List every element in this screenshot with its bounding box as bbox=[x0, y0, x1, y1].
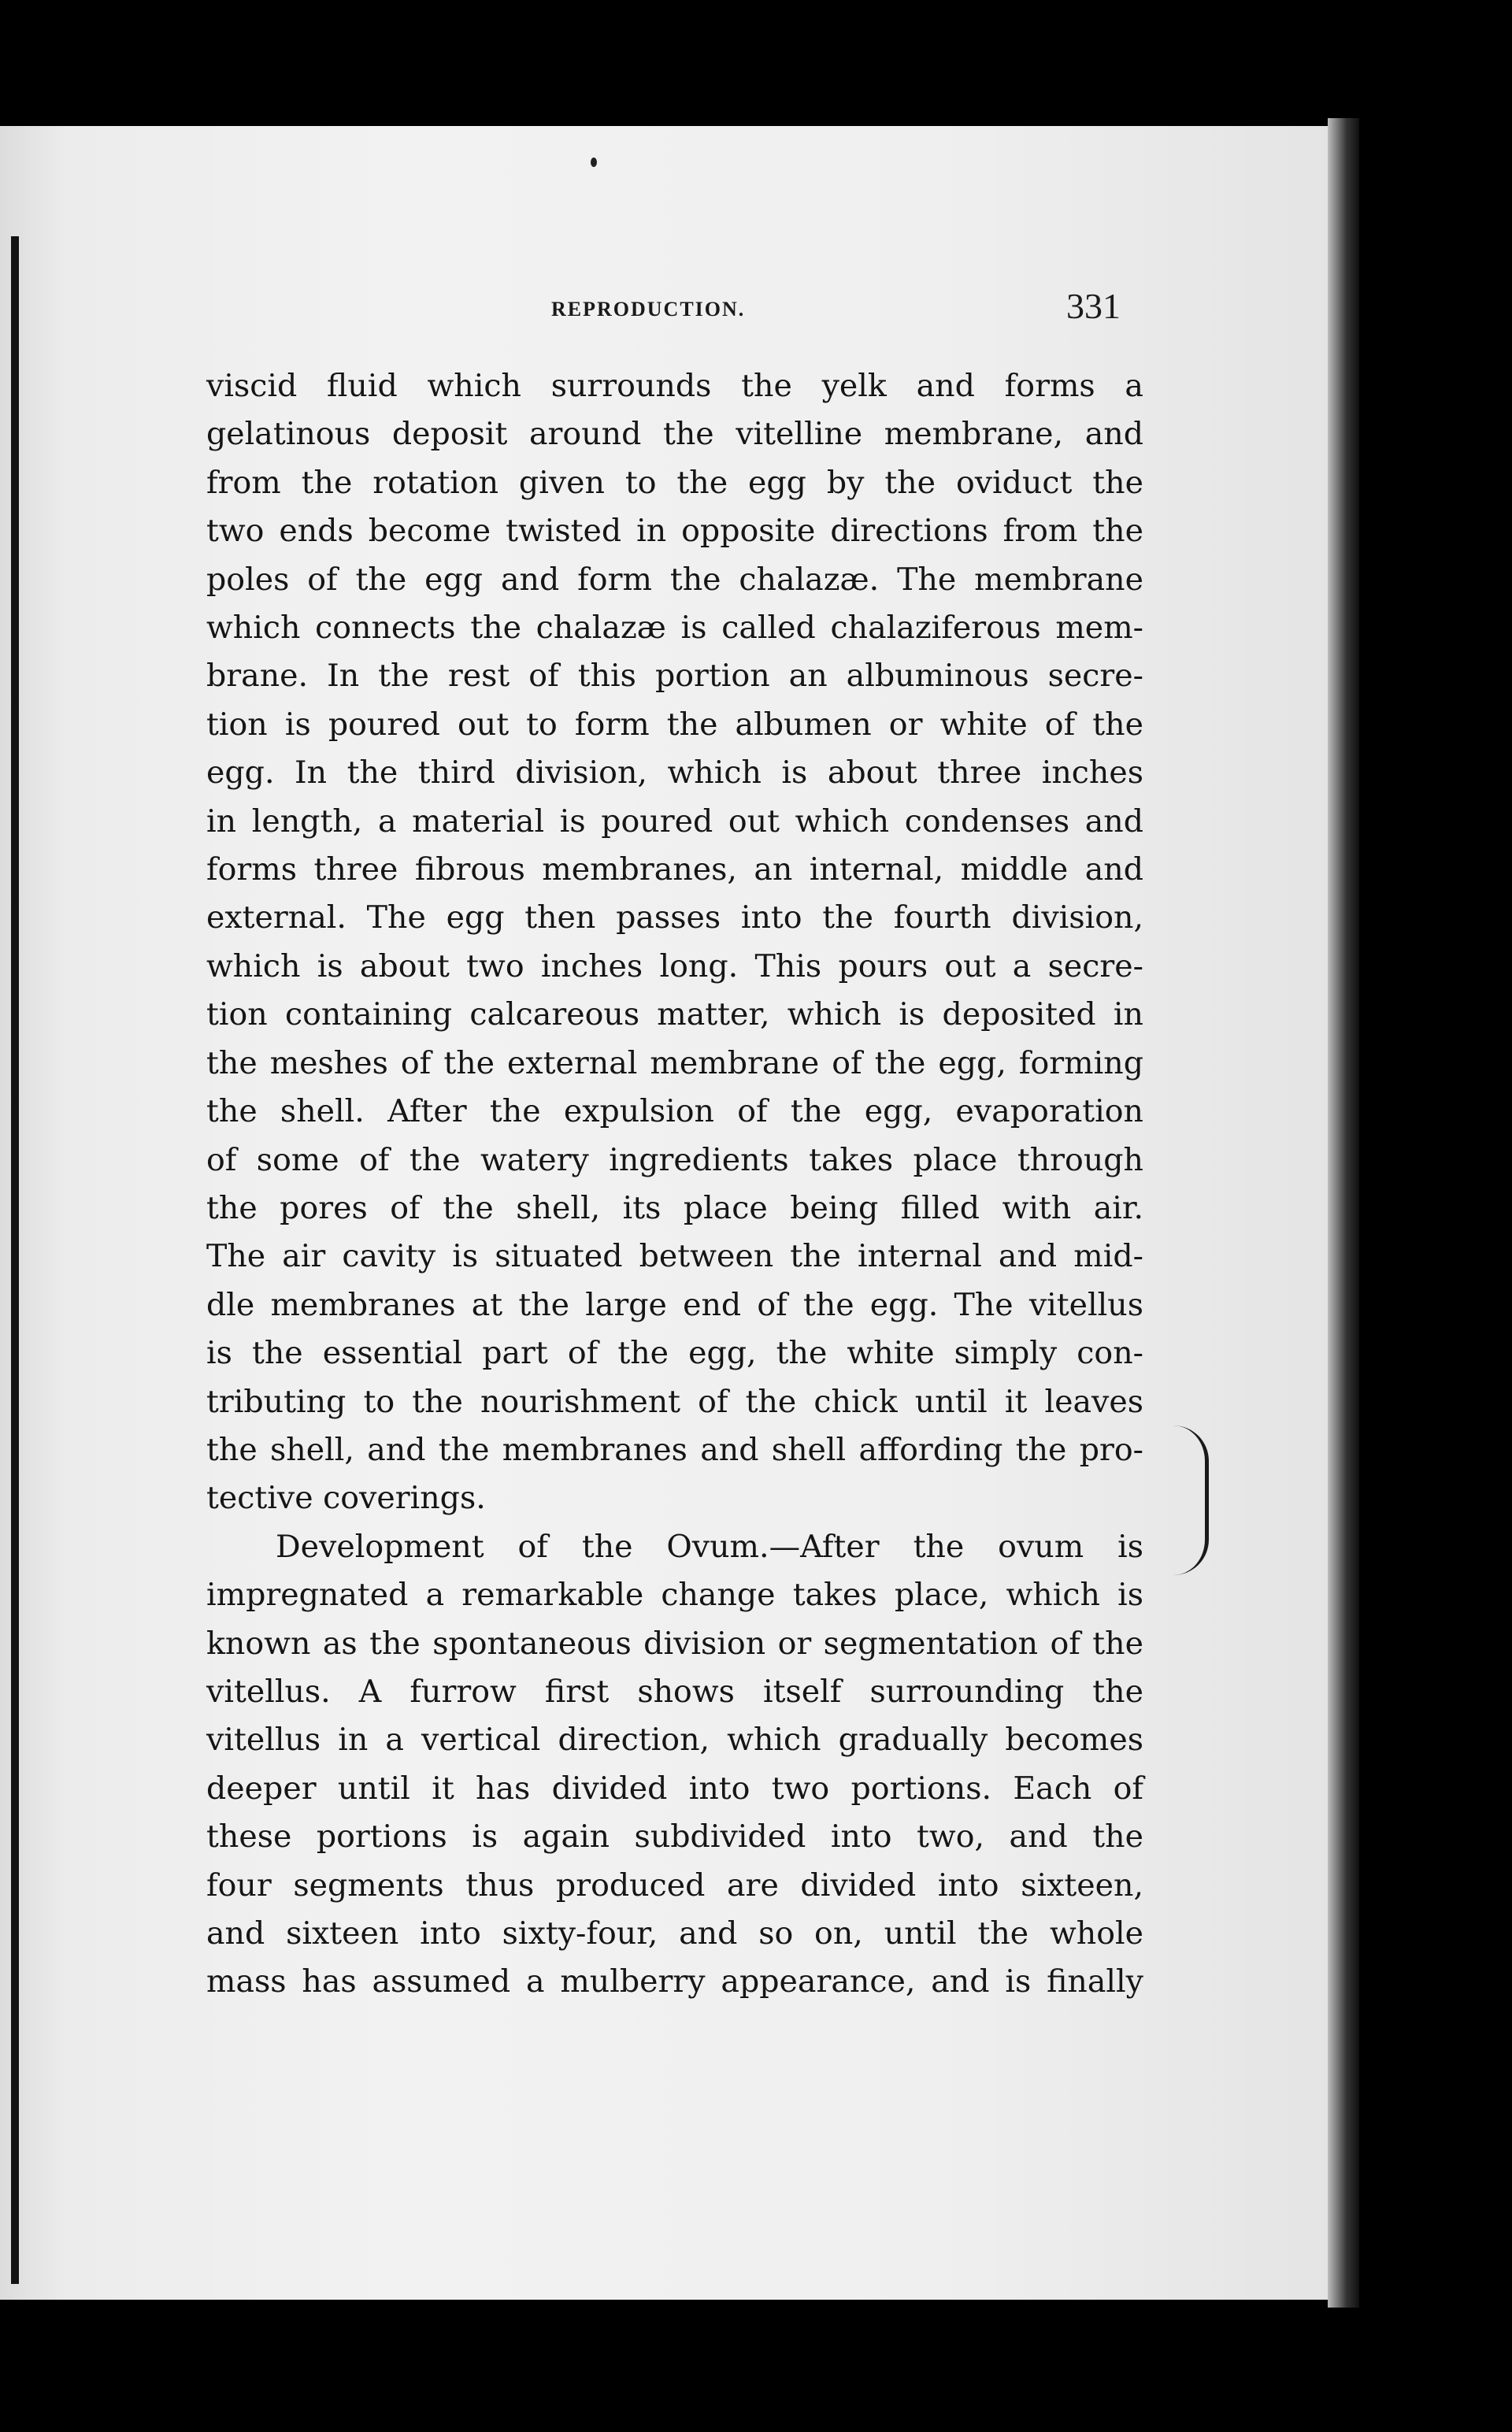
text-line: egg. In the third division, which is about three inches bbox=[206, 754, 1143, 792]
text-line: these portions is again subdivided into two, and the bbox=[206, 1818, 1143, 1856]
text-line: which is about two inches long. This pours out a secre- bbox=[206, 947, 1143, 984]
text-line-paragraph-end: tective coverings. bbox=[206, 1480, 486, 1517]
section-heading-line: Development of the Ovum.—After the ovum is bbox=[276, 1528, 1143, 1565]
text-line: viscid fluid which surrounds the yelk and forms a bbox=[206, 368, 1143, 404]
text-line: dle membranes at the large end of the egg. The vitellus bbox=[206, 1286, 1143, 1323]
page-edge bbox=[1328, 118, 1359, 2308]
text-line: the shell. After the expulsion of the egg, evaporation bbox=[206, 1093, 1143, 1130]
binding-shadow bbox=[11, 236, 19, 2284]
text-line: four segments thus produced are divided into sixteen, bbox=[206, 1867, 1143, 1904]
text-line: deeper until it has divided into two portions. Each of bbox=[206, 1770, 1143, 1807]
text-line: two ends become twisted in opposite directions from the bbox=[206, 513, 1143, 550]
text-line: gelatinous deposit around the vitelline membrane, and bbox=[206, 416, 1143, 453]
text-line: poles of the egg and form the chalazæ. The membrane bbox=[206, 561, 1143, 598]
text-line: is the essential part of the egg, the white simply con- bbox=[206, 1335, 1143, 1372]
text-line: the pores of the shell, its place being filled with air. bbox=[206, 1189, 1143, 1226]
text-line: brane. In the rest of this portion an albuminous secre- bbox=[206, 658, 1143, 695]
text-line: the shell, and the membranes and shell affording the pro- bbox=[206, 1431, 1143, 1468]
text-line: the meshes of the external membrane of the egg, forming bbox=[206, 1044, 1143, 1081]
text-line: forms three fibrous membranes, an internal, middle and bbox=[206, 851, 1143, 888]
text-line: vitellus. A furrow first shows itself surrounding the bbox=[206, 1673, 1143, 1710]
text-line: impregnated a remarkable change takes place, which is bbox=[206, 1577, 1143, 1614]
text-line: known as the spontaneous division or segmentation of the bbox=[206, 1625, 1143, 1662]
body-text bbox=[206, 362, 1143, 2007]
text-line: tion containing calcareous matter, which is deposited in bbox=[206, 996, 1143, 1033]
text-line: vitellus in a vertical direction, which gradually becomes bbox=[206, 1722, 1143, 1759]
page-number: 331 bbox=[1066, 286, 1121, 326]
text-line: tributing to the nourishment of the chick until it leaves bbox=[206, 1383, 1143, 1420]
ink-speck bbox=[591, 158, 597, 167]
running-head: REPRODUCTION. bbox=[551, 298, 746, 321]
text-line: and sixteen into sixty-four, and so on, until the whole bbox=[206, 1915, 1143, 1952]
text-line: which connects the chalazæ is called chalaziferous mem- bbox=[206, 610, 1143, 647]
text-line: external. The egg then passes into the fourth division, bbox=[206, 899, 1143, 936]
text-line: mass has assumed a mulberry appearance, and is finally bbox=[206, 1963, 1143, 2000]
text-line: in length, a material is poured out which condenses and bbox=[206, 803, 1143, 840]
text-line: of some of the watery ingredients takes place through bbox=[206, 1141, 1143, 1178]
text-line: tion is poured out to form the albumen or white of the bbox=[206, 706, 1143, 743]
margin-bracket-mark bbox=[1173, 1425, 1209, 1575]
text-line: The air cavity is situated between the internal and mid- bbox=[206, 1238, 1143, 1275]
text-line: from the rotation given to the egg by the oviduct the bbox=[206, 464, 1143, 501]
